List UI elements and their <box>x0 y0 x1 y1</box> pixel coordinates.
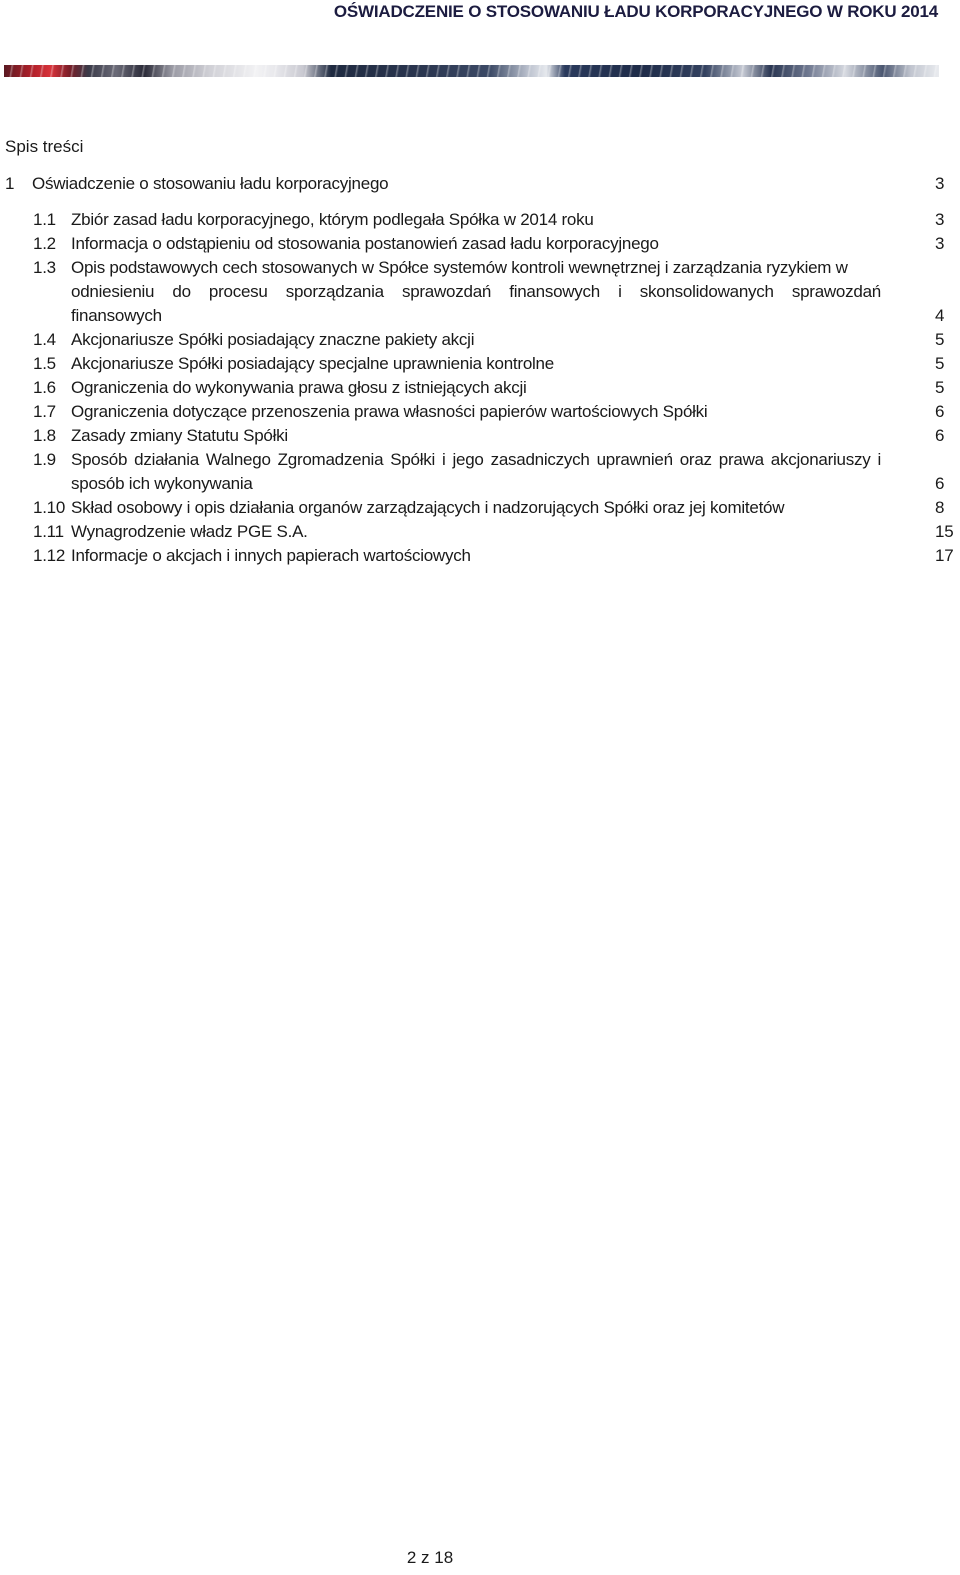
toc-entry-page: 6 <box>935 402 945 421</box>
toc-entry-page: 6 <box>935 426 945 445</box>
toc-entry-page: 15 <box>935 522 954 541</box>
toc-entry-page: 3 <box>935 234 945 253</box>
toc-entry-number: 1.6 <box>33 378 56 397</box>
toc-entry-text: Ograniczenia dotyczące przenoszenia prawa własności papierów wartościowych Spółki <box>71 402 708 421</box>
page-number-footer: 2 z 18 <box>406 1548 454 1567</box>
toc-entry-text-line1: Sposób działania Walnego Zgromadzenia Spółki i jego zasadniczych uprawnień oraz prawa akcjonariuszy i <box>71 450 881 469</box>
toc-entry[interactable] <box>33 448 960 496</box>
toc-entry-number: 1.4 <box>33 330 56 349</box>
toc-entry-number: 1.8 <box>33 426 56 445</box>
toc-entry-number: 1.7 <box>33 402 56 421</box>
header-banner-image <box>4 65 939 77</box>
toc-entry-page: 4 <box>935 306 945 325</box>
toc-entry-page: 5 <box>935 378 945 397</box>
toc-entry-number: 1.11 <box>33 522 64 541</box>
toc-entry-text-line3: finansowych <box>71 306 162 325</box>
toc-entry-text: Ograniczenia do wykonywania prawa głosu z istniejących akcji <box>71 378 527 397</box>
toc-entry-page: 5 <box>935 354 945 373</box>
toc-entry-text-line1: Opis podstawowych cech stosowanych w Spółce systemów kontroli wewnętrznej i zarządzania ryzykiem w <box>71 258 848 277</box>
toc-entry[interactable] <box>33 256 960 328</box>
toc-entry-text: Informacje o akcjach i innych papierach wartościowych <box>71 546 471 565</box>
toc-entry-number: 1.10 <box>33 498 66 517</box>
toc-entry-page: 3 <box>935 174 945 193</box>
toc-entry-number: 1.12 <box>33 546 66 565</box>
toc-entry-text-line2: sposób ich wykonywania <box>71 474 253 493</box>
toc-entry-page: 17 <box>935 546 954 565</box>
toc-entry-number: 1 <box>5 174 15 193</box>
toc-entry-number: 1.9 <box>33 450 56 469</box>
toc-entry-text-line2: odniesieniu do procesu sporządzania sprawozdań finansowych i skonsolidowanych sprawozdań <box>71 282 881 301</box>
toc-entry-text: Wynagrodzenie władz PGE S.A. <box>71 522 308 541</box>
toc-entry-page: 3 <box>935 210 945 229</box>
toc-entry-page: 8 <box>935 498 945 517</box>
toc-entry-page: 5 <box>935 330 945 349</box>
document-header-title: OŚWIADCZENIE O STOSOWANIU ŁADU KORPORACYJNEGO W ROKU 2014 <box>333 2 938 21</box>
toc-entry-text: Skład osobowy i opis działania organów zarządzających i nadzorujących Spółki oraz jej komitetów <box>71 498 785 517</box>
toc-entry-number: 1.2 <box>33 234 56 253</box>
toc-entry-number: 1.3 <box>33 258 56 277</box>
toc-entry-text: Zbiór zasad ładu korporacyjnego, którym podlegała Spółka w 2014 roku <box>71 210 594 229</box>
toc-entry-text: Akcjonariusze Spółki posiadający specjalne uprawnienia kontrolne <box>71 354 554 373</box>
toc-entry-text: Oświadczenie o stosowaniu ładu korporacyjnego <box>32 174 389 193</box>
toc-entry-text: Informacja o odstąpieniu od stosowania postanowień zasad ładu korporacyjnego <box>71 234 659 253</box>
toc-entry-page: 6 <box>935 474 945 493</box>
toc-entry-text: Akcjonariusze Spółki posiadający znaczne pakiety akcji <box>71 330 475 349</box>
toc-entry-number: 1.1 <box>33 210 56 229</box>
toc-entry-text: Zasady zmiany Statutu Spółki <box>71 426 288 445</box>
toc-heading: Spis treści <box>5 137 84 156</box>
toc-entry-number: 1.5 <box>33 354 56 373</box>
